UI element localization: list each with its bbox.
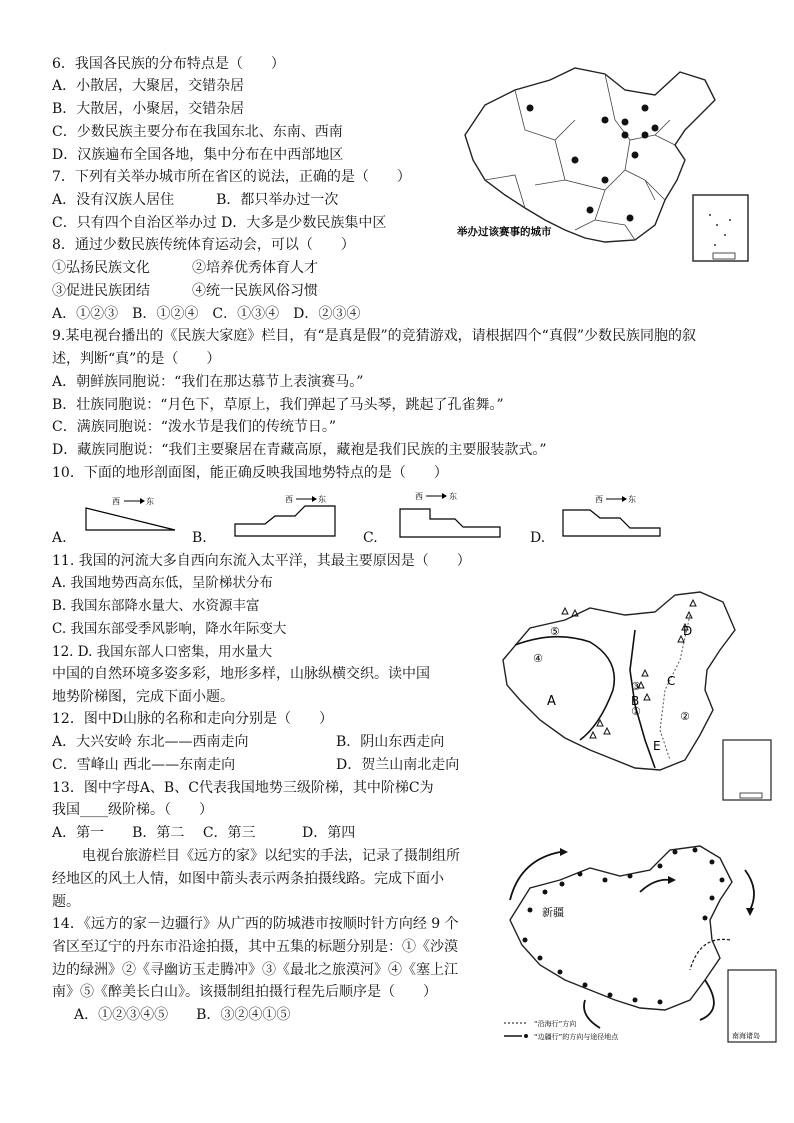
label-e: E: [653, 739, 661, 753]
q11-option-b: B. 我国东部降水量大、水资源丰富: [52, 598, 260, 614]
city-dot: [622, 132, 629, 139]
legend-coastal: “沿海行”方向: [534, 1020, 577, 1028]
profile-c: [395, 485, 505, 540]
q14-line-1: 14．《远方的家－边疆行》从广西的防城港市按顺时针方向经 9 个: [52, 916, 459, 932]
q8-choices: A．①②③ B．①②④ C．①③④ D．②③④: [52, 306, 361, 322]
profile-b: [230, 488, 340, 540]
q8-items-34: ③促进民族团结 ④统一民族风俗习惯: [52, 283, 318, 299]
city-dot: [622, 119, 629, 126]
q14-line-4: 南》⑤《醉美长白山》。该摄制组拍摄行程先后顺序是（ ）: [52, 984, 437, 1000]
south-sea-inset: [723, 740, 771, 800]
q12-option-c: C．雪峰山 西北——东南走向: [52, 757, 236, 773]
q9-option-b: B．壮族同胞说：“月色下，草原上，我们弹起了马头琴，跳起了孔雀舞。”: [52, 397, 504, 413]
city-dot: [627, 215, 634, 222]
svg-text:东: 东: [318, 495, 326, 504]
profile-d: [560, 488, 670, 540]
label-5: ⑤: [550, 625, 560, 638]
q7-options-ab: A．没有汉族人居住 B．都只举办过一次: [52, 192, 339, 208]
q9-stem-1: 9.某电视台播出的《民族大家庭》栏目，有“是真是假”的竞猜游戏，请根据四个“真假”少数民族同胞的叙: [52, 328, 696, 344]
label-c: C: [667, 674, 676, 688]
label-1: ①: [631, 705, 641, 718]
intro14-line-2: 经地区的风土人情，如图中箭头表示两条拍摄线路。完成下面小: [52, 871, 444, 887]
svg-text:西: 西: [285, 495, 293, 504]
q6-option-b: B．大散居，小聚居，交错杂居: [52, 101, 245, 117]
q11-option-d: 12. D. 我国东部人口密集，用水量大: [52, 644, 273, 660]
city-dot: [587, 207, 594, 214]
city-dot: [572, 157, 579, 164]
city-dot: [602, 177, 609, 184]
q6-option-a: A．小散居，大聚居，交错杂居: [52, 78, 245, 94]
label-2: ②: [680, 710, 690, 723]
q12-option-d: D．贺兰山南北走向: [336, 757, 460, 773]
map1-caption: 举办过该赛事的城市: [457, 226, 552, 238]
q12-stem: 12．图中D山脉的名称和走向分别是（ ）: [52, 711, 334, 727]
intro12-line-1: 中国的自然环境多姿多彩，地形多样，山脉纵横交织。读中国: [52, 666, 430, 682]
svg-text:东: 东: [628, 495, 636, 504]
label-d: D: [683, 624, 693, 638]
city-dot: [602, 117, 609, 124]
china-outline: [465, 68, 715, 242]
q10-option-b-label: B.: [192, 530, 207, 546]
q11-option-c: C. 我国东部受季风影响，降水年际变大: [52, 621, 287, 637]
svg-text:西: 西: [595, 495, 603, 504]
svg-text:东: 东: [449, 492, 457, 501]
q14-choices: A．①②③④⑤ B．③②④①⑤: [74, 1007, 291, 1023]
q14-line-3: 边的绿洲》②《寻幽访玉走腾冲》③《最北之旅漠河》④《塞上江: [52, 962, 458, 978]
legend-border: “边疆行”的方向与途径地点: [534, 1033, 619, 1041]
q9-stem-2: 述，判断“真”的是（ ）: [52, 351, 221, 367]
q8-items-12: ①弘扬民族文化 ②培养优秀体育人才: [52, 260, 318, 276]
q8-stem: 8．通过少数民族传统体育运动会，可以（ ）: [52, 237, 355, 253]
q9-option-d: D．藏族同胞说：“我们主要聚居在青藏高原，藏袍是我们民族的主要服装款式。”: [52, 442, 547, 458]
q10-stem: 10．下面的地形剖面图，能正确反映我国地势特点的是（ ）: [52, 465, 448, 481]
q12-option-b: B．阴山东西走向: [336, 734, 445, 750]
city-dot: [527, 105, 534, 112]
q12-option-a: A．大兴安岭 东北——西南走向: [52, 734, 249, 750]
inset-label: 南海诸岛: [732, 1032, 760, 1040]
q13-choices: A．第一 B．第二 C．第三 D．第四: [52, 825, 356, 841]
label-4: ④: [533, 652, 543, 665]
q10-option-c-label: C.: [363, 530, 378, 546]
profile-a: [80, 492, 180, 540]
q6-stem: 6．我国各民族的分布特点是（ ）: [52, 56, 285, 72]
filming-routes-map: [500, 840, 780, 1045]
q11-option-a: A. 我国地势西高东低，呈阶梯状分布: [52, 575, 273, 591]
intro14-line-3: 题。: [52, 894, 80, 910]
china-outline: [510, 846, 732, 1010]
q7-options-cd: C．只有四个自治区举办过 D．大多是少数民族集中区: [52, 215, 387, 231]
intro12-line-2: 地势阶梯图，完成下面小题。: [52, 689, 234, 705]
event-cities-map: [455, 60, 755, 265]
city-dot: [642, 132, 649, 139]
q10-option-d-label: D.: [530, 530, 546, 546]
city-dot: [642, 105, 649, 112]
q9-option-a: A．朝鲜族同胞说：“我们在那达慕节上表演赛马。”: [52, 374, 364, 390]
q6-option-c: C．少数民族主要分布在我国东北、东南、西南: [52, 124, 343, 140]
svg-text:西: 西: [415, 492, 423, 501]
label-b: B: [631, 694, 640, 708]
q13-stem-2: 我国____级阶梯。（ ）: [52, 802, 213, 818]
label-3: ③: [631, 680, 641, 693]
q13-stem-1: 13．图中字母A、B、C代表我国地势三级阶梯，其中阶梯C为: [52, 780, 434, 796]
q9-option-c: C．满族同胞说：“泼水节是我们的传统节日。”: [52, 419, 337, 435]
intro14-line-1: 电视台旅游栏目《远方的家》以纪实的手法，记录了摄制组所: [82, 848, 460, 864]
china-outline: [503, 592, 735, 770]
q6-option-d: D．汉族遍布全国各地，集中分布在中西部地区: [52, 147, 344, 163]
q10-option-a-label: A.: [52, 530, 67, 546]
svg-text:西: 西: [112, 497, 120, 506]
label-a: A: [547, 694, 556, 709]
city-dot: [652, 125, 659, 132]
terrain-steps-map: [495, 590, 775, 805]
city-dot: [632, 152, 639, 159]
q7-stem: 7．下列有关举办城市所在省区的说法，正确的是（ ）: [52, 169, 411, 185]
q11-stem: 11. 我国的河流大多自西向东流入太平洋，其最主要原因是（ ）: [52, 553, 471, 569]
q14-line-2: 省区至辽宁的丹东市沿途拍摄，其中五集的标题分别是：①《沙漠: [52, 939, 458, 955]
south-sea-inset: [693, 195, 748, 261]
svg-text:东: 东: [146, 497, 154, 506]
label-xinjiang: 新疆: [542, 906, 564, 919]
